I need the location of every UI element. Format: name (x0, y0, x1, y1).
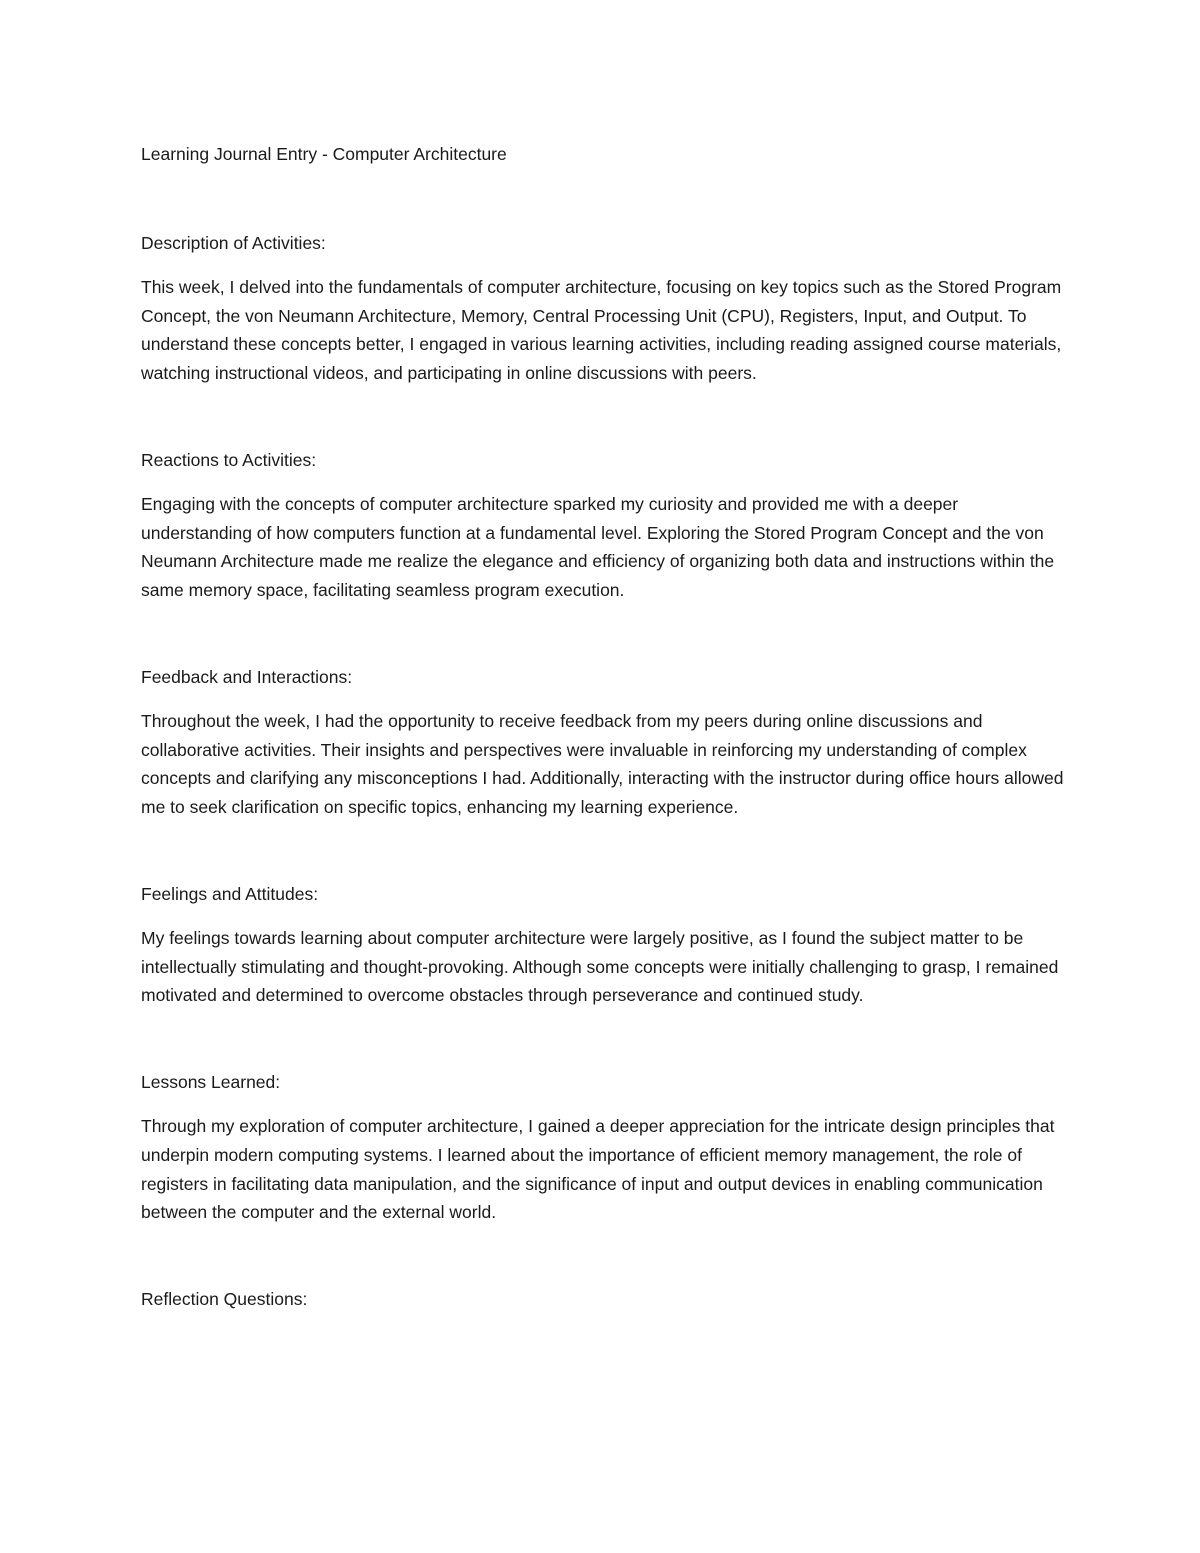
section-feelings-and-attitudes (141, 880, 1066, 1010)
document-page (141, 140, 1066, 1329)
section-body: Through my exploration of computer architecture, I gained a deeper appreciation for the intricate design principles that underpin modern computing systems. I learned about the importance of efficient memory management, the role of registers in facilitating data manipulation, and the significance of input and output devices in enabling communication between the computer and the external world. (141, 1116, 1055, 1223)
section-description-of-activities (141, 229, 1066, 388)
section-feedback-and-interactions (141, 663, 1066, 822)
section-heading: Lessons Learned: (141, 1071, 281, 1092)
section-lessons-learned (141, 1068, 1066, 1227)
section-reactions-to-activities (141, 446, 1066, 605)
document-title: Learning Journal Entry - Computer Architecture (141, 144, 507, 164)
section-reflection-questions (141, 1285, 1066, 1314)
section-heading: Reflection Questions: (141, 1288, 308, 1309)
section-body: Throughout the week, I had the opportunity to receive feedback from my peers during online discussions and collaborative activities. Their insights and perspectives were invaluable in reinforcing my understanding of complex concepts and clarifying any misconceptions I had. Additionally, interacting with the instructor during office hours allowed me to seek clarification on specific topics, enhancing my learning experience. (141, 711, 1064, 817)
section-body: Engaging with the concepts of computer architecture sparked my curiosity and provided me with a deeper understanding of how computers function at a fundamental level. Exploring the Stored Program Concept and the von Neumann Architecture made me realize the elegance and efficiency of organizing both data and instructions within the same memory space, facilitating seamless program execution. (141, 494, 1055, 600)
section-heading: Reactions to Activities: (141, 449, 317, 470)
section-heading: Description of Activities: (141, 232, 326, 253)
section-heading: Feelings and Attitudes: (141, 883, 319, 904)
section-heading: Feedback and Interactions: (141, 666, 353, 687)
section-body: This week, I delved into the fundamentals of computer architecture, focusing on key topics such as the Stored Program Concept, the von Neumann Architecture, Memory, Central Processing Unit (CPU), Registers, Input, and Output. To understand these concepts better, I engaged in various learning activities, including reading assigned course materials, watching instructional videos, and participating in online discussions with peers. (141, 277, 1062, 383)
section-body: My feelings towards learning about computer architecture were largely positive, as I found the subject matter to be intellectually stimulating and thought-provoking. Although some concepts were initially challenging to grasp, I remained motivated and determined to overcome obstacles through perseverance and continued study. (141, 928, 1059, 1006)
